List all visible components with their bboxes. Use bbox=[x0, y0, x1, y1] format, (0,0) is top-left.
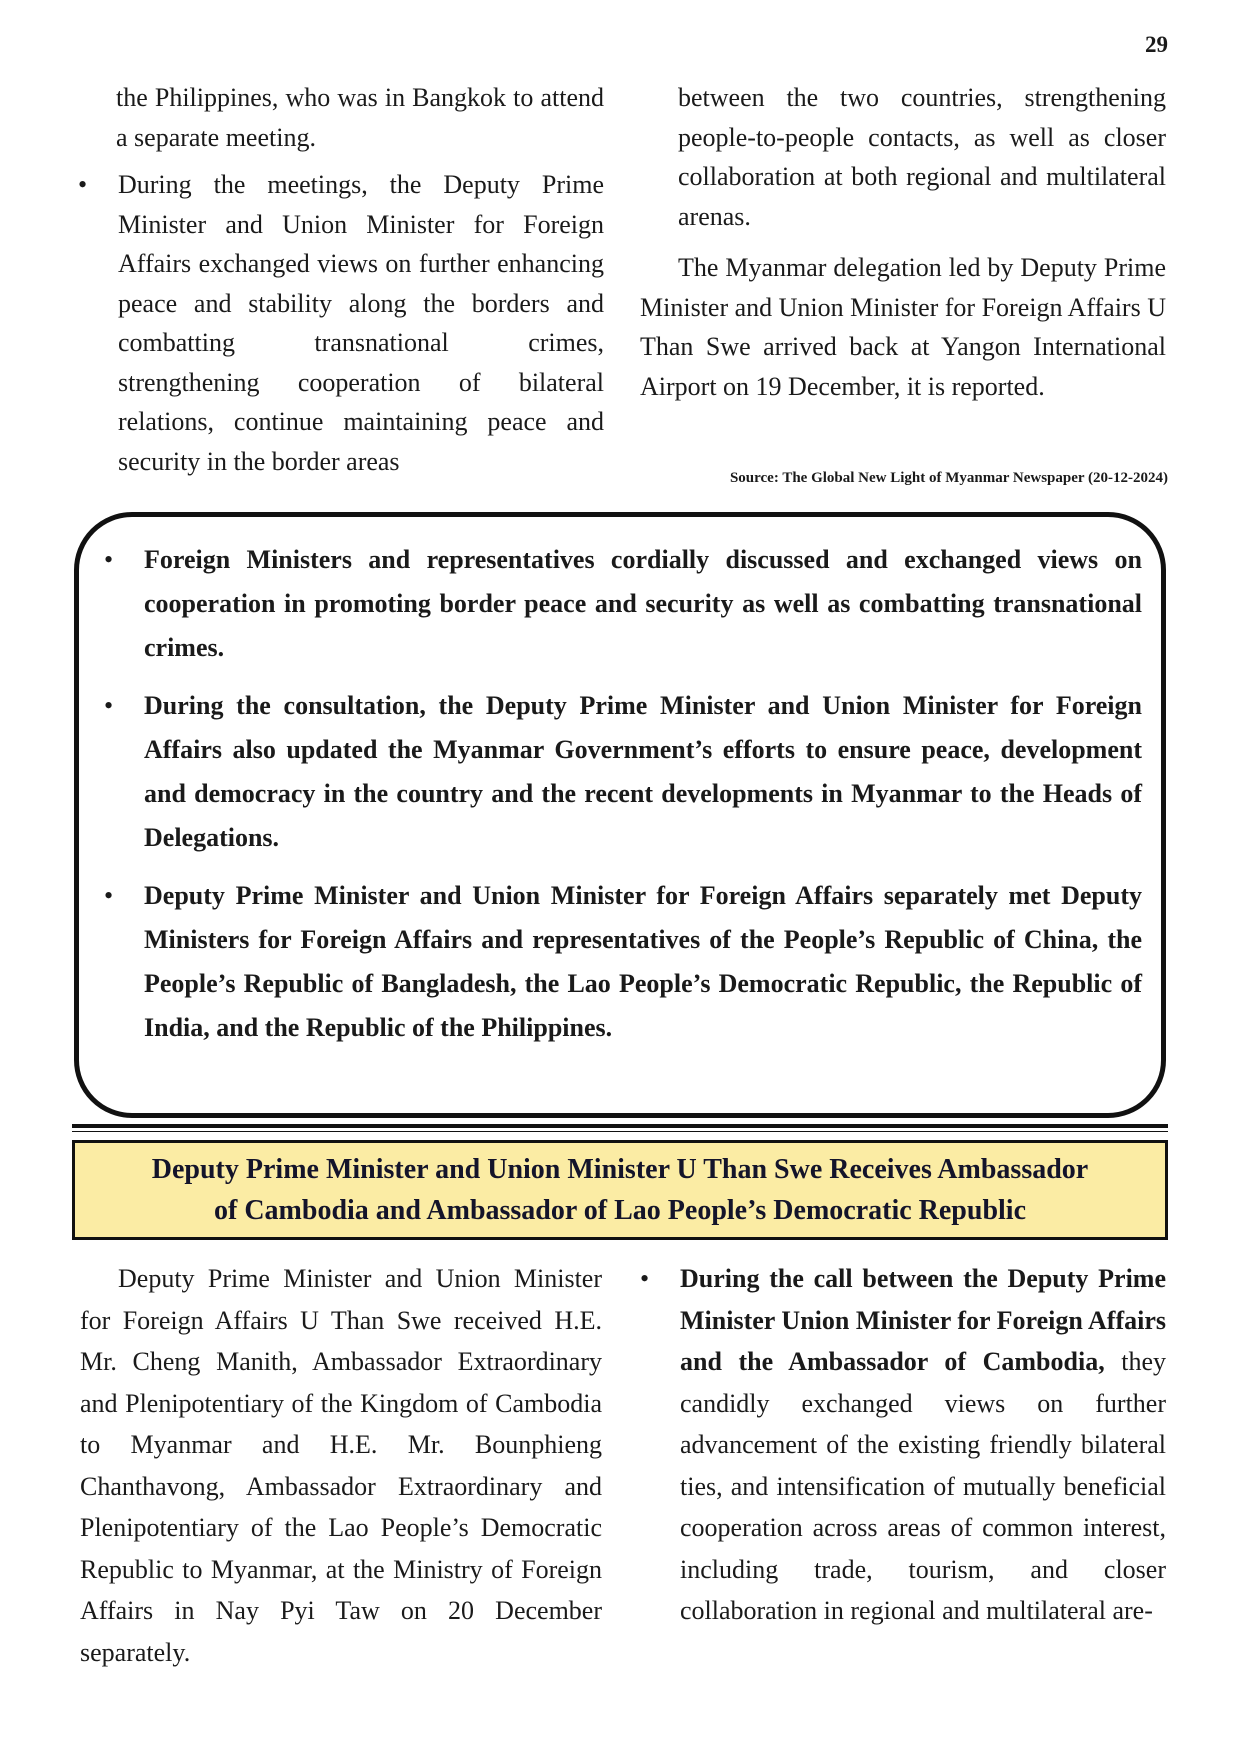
headline-line-1: Deputy Prime Minister and Union Minister U Than Swe Receives Ambassador bbox=[151, 1154, 1089, 1185]
top-left-column bbox=[116, 78, 604, 481]
bullet-rest: they candidly exchanged views on further advancement of the existing friendly bilateral ties, and intensification of mutually beneficial cooperation across areas of common interest, including trade, tourism, and closer collaboration in regional and multilateral are- bbox=[680, 1347, 1167, 1625]
top-right-paragraph-2: The Myanmar delegation led by Deputy Prime Minister and Union Minister for Foreign Affairs U Than Swe arrived back at Yangon International Airport on 19 December, it is reported. bbox=[640, 253, 1166, 401]
bottom-right-bullet bbox=[640, 1258, 1166, 1632]
headline-line-2: of Cambodia and Ambassador of Lao People’s Democratic Republic bbox=[214, 1195, 1026, 1226]
highlights-list bbox=[104, 538, 1142, 1064]
bottom-left-column bbox=[80, 1258, 602, 1673]
source-citation: Source: The Global New Light of Myanmar Newspaper (20-12-2024) bbox=[729, 470, 1168, 486]
bottom-left-paragraph: Deputy Prime Minister and Union Minister for Foreign Affairs U Than Swe received H.E. Mr. Cheng Manith, Ambassador Extraordinary and Plenipotentiary of the Kingdom of Cambodia to Myanmar and H.E. Mr. Bounphieng Chanthavong, Ambassador Extraordinary and Plenipotentiary of the Lao People’s Democratic Republic to Myanmar, at the Ministry of Foreign Affairs in Nay Pyi Taw on 20 December separately. bbox=[80, 1264, 602, 1667]
section-divider-thin bbox=[72, 1131, 1168, 1132]
page-number: 29 bbox=[1145, 32, 1168, 57]
top-right-paragraph-1: between the two countries, strengthening people-to-people contacts, as well as closer collaboration at both regional and multilateral arenas. bbox=[678, 83, 1166, 231]
top-right-column bbox=[640, 78, 1166, 406]
top-left-paragraph: the Philippines, who was in Bangkok to attend a separate meeting. bbox=[116, 83, 604, 152]
bullet-lead-bold: During the call between the Deputy Prime Minister Union Minister for Foreign Affairs and the Ambassador of Cambodia, bbox=[680, 1264, 1166, 1376]
top-left-bullet: • During the meetings, the Deputy Prime Minister and Union Minister for Foreign Affairs exchanged views on further enhancing peace and stability along the borders and combatting transnational crimes, strengthening cooperation of bilateral relations, continue maintaining peace and security in the border areas bbox=[78, 165, 604, 481]
highlight-item: • During the consultation, the Deputy Prime Minister and Union Minister for Foreign Affairs also updated the Myanmar Government’s efforts to ensure peace, development and democracy in the country and the recent developments in Myanmar to the Heads of Delegations. bbox=[104, 684, 1142, 860]
article-headline bbox=[72, 1140, 1168, 1240]
highlight-item: • Foreign Ministers and representatives cordially discussed and exchanged views on cooperation in promoting border peace and security as well as combatting transnational crimes. bbox=[104, 538, 1142, 670]
bottom-right-column bbox=[640, 1258, 1166, 1632]
highlight-item: • Deputy Prime Minister and Union Minister for Foreign Affairs separately met Deputy Ministers for Foreign Affairs and representatives of the People’s Republic of China, the People’s Republic of Bangladesh, the Lao People’s Democratic Republic, the Republic of India, and the Republic of the Philippines. bbox=[104, 874, 1142, 1050]
section-divider-thick bbox=[72, 1124, 1168, 1128]
